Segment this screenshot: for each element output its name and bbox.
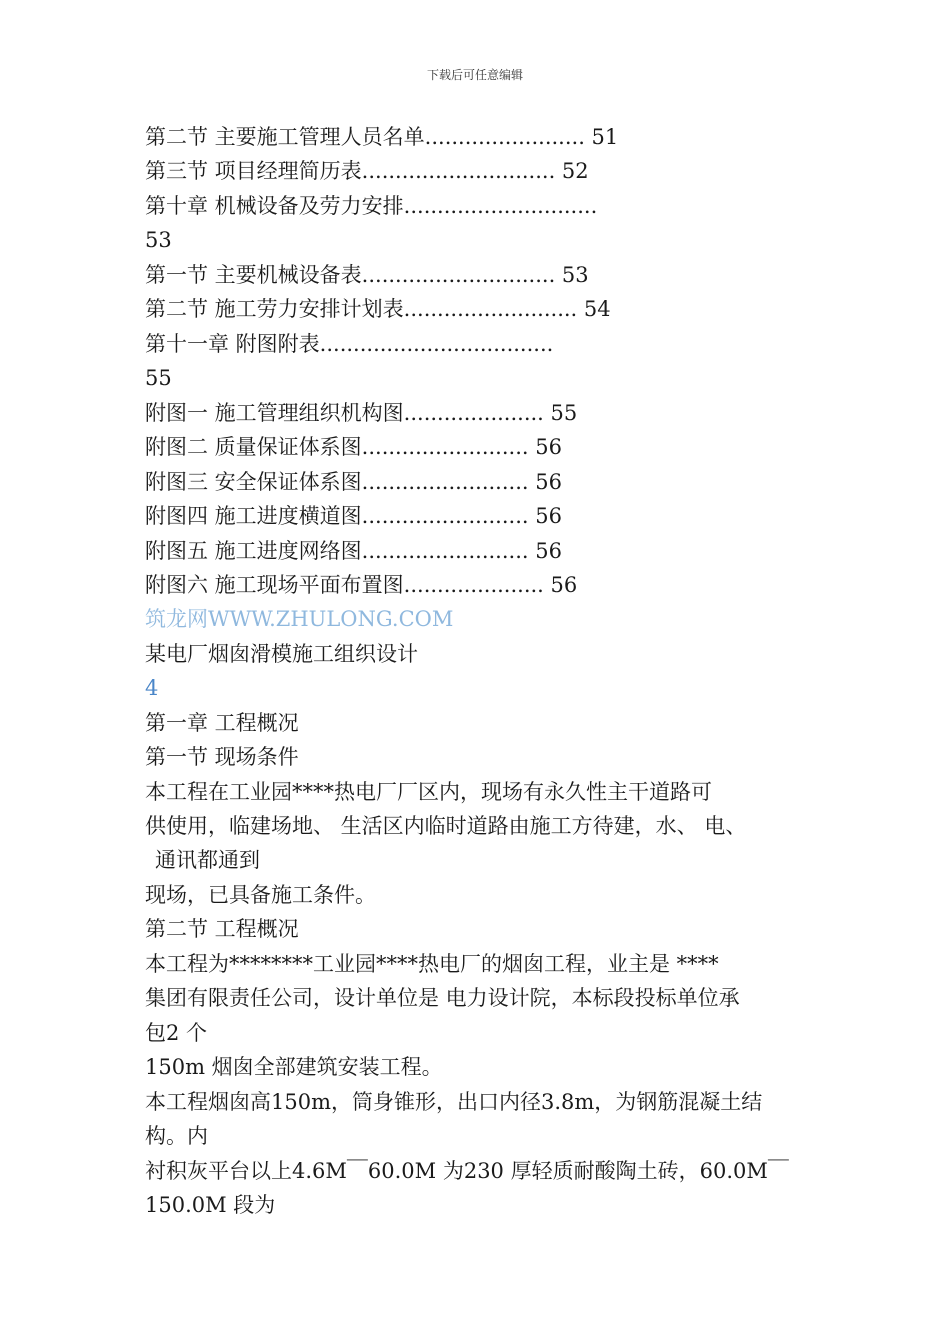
toc-entry[interactable]: 第十一章 附图附表...................................	[145, 332, 554, 356]
document-title: 某电厂烟囱滑模施工组织设计	[145, 642, 418, 666]
body-text: 构。内	[145, 1124, 208, 1148]
section-heading: 第一节 现场条件	[145, 745, 299, 769]
toc-entry[interactable]: 附图二 质量保证体系图......................... 56	[145, 435, 562, 459]
body-text: 现场，已具备施工条件。	[145, 883, 376, 907]
body-text: 150m 烟囱全部建筑安装工程。	[145, 1055, 443, 1079]
page-number: 4	[145, 676, 159, 700]
toc-entry[interactable]: 附图三 安全保证体系图......................... 56	[145, 470, 562, 494]
body-text: 150.0M 段为	[145, 1193, 276, 1217]
toc-entry[interactable]: 第十章 机械设备及劳力安排.............................	[145, 194, 598, 218]
toc-entry[interactable]: 第二节 主要施工管理人员名单........................ 51	[145, 125, 619, 149]
page-header: 下载后可任意编辑	[426, 68, 523, 82]
body-text: 衬积灰平台以上4.6M￣60.0M 为230 厚轻质耐酸陶土砖，60.0M￣	[145, 1159, 789, 1183]
toc-entry[interactable]: 附图四 施工进度横道图......................... 56	[145, 504, 562, 528]
watermark-link[interactable]: 筑龙网WWW.ZHULONG.COM	[145, 607, 454, 631]
toc-entry[interactable]: 附图一 施工管理组织机构图..................... 55	[145, 401, 578, 425]
toc-entry[interactable]: 第二节 施工劳力安排计划表.......................... 54	[145, 297, 611, 321]
body-text: 包2 个	[145, 1021, 208, 1045]
chapter-heading: 第一章 工程概况	[145, 711, 299, 735]
body-text: 通讯都通到	[155, 848, 260, 872]
toc-entry-page: 53	[145, 228, 172, 252]
body-text: 本工程在工业园****热电厂厂区内，现场有永久性主干道路可	[145, 780, 712, 804]
body-text: 本工程烟囱高150m，筒身锥形，出口内径3.8m，为钢筋混凝土结	[145, 1090, 763, 1114]
body-text: 集团有限责任公司，设计单位是 电力设计院，本标段投标单位承	[145, 986, 740, 1010]
body-text: 本工程为********工业园****热电厂的烟囱工程，业主是 ****	[145, 952, 719, 976]
toc-entry[interactable]: 附图五 施工进度网络图......................... 56	[145, 539, 562, 563]
toc-entry[interactable]: 附图六 施工现场平面布置图..................... 56	[145, 573, 578, 597]
section-heading: 第二节 工程概况	[145, 917, 299, 941]
body-text: 供使用，临建场地、 生活区内临时道路由施工方待建，水、 电、	[145, 814, 747, 838]
toc-entry[interactable]: 第三节 项目经理简历表............................. 52	[145, 159, 589, 183]
toc-entry-page: 55	[145, 366, 172, 390]
toc-entry[interactable]: 第一节 主要机械设备表............................. 53	[145, 263, 589, 287]
